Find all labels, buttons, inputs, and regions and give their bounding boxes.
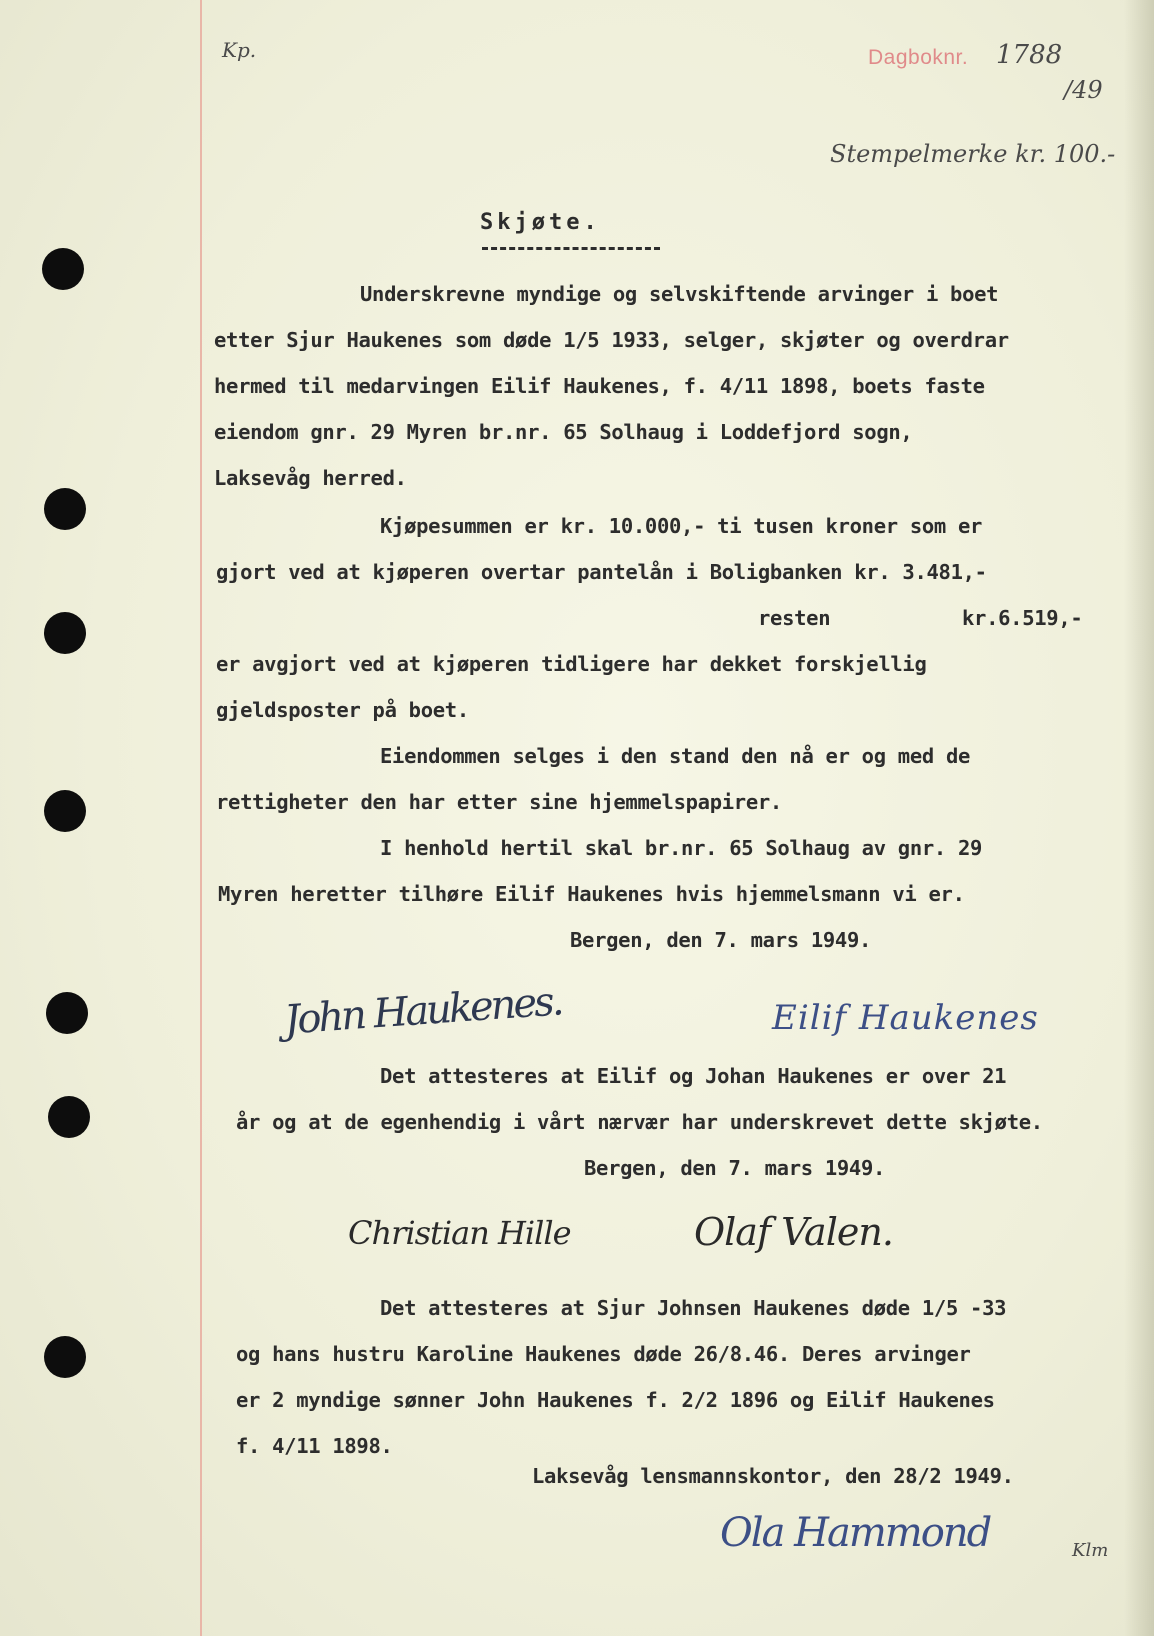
attestation-line: år og at de egenhendig i vårt nærvær har underskrevet dette skjøte. [236, 1110, 1043, 1134]
deed-line: I henhold hertil skal br.nr. 65 Solhaug av gnr. 29 [380, 836, 983, 860]
title-underline [482, 247, 660, 250]
deed-line: hermed til medarvingen Eilif Haukenes, f. 4/11 1898, boets faste [214, 374, 985, 398]
signature-eilif-haukenes: Eilif Haukenes [772, 998, 1039, 1038]
journal-year: /49 [1064, 76, 1103, 104]
top-left-annotation: Kp. [222, 38, 257, 62]
attestation-line: Det attesteres at Sjur Johnsen Haukenes døde 1/5 -33 [380, 1296, 1007, 1320]
journal-stamp-label: Dagboknr. [868, 46, 969, 69]
deed-line: Eiendommen selges i den stand den nå er og med de [380, 744, 971, 768]
stamp-duty-note: Stempelmerke kr. 100.- [830, 140, 1116, 168]
deed-line: Myren heretter tilhøre Eilif Haukenes hvis hjemmelsmann vi er. [218, 882, 965, 906]
deed-place-date: Bergen, den 7. mars 1949. [570, 928, 872, 952]
deed-line: gjort ved at kjøperen overtar pantelån i Boligbanken kr. 3.481,- [216, 560, 987, 584]
deed-line: etter Sjur Haukenes som døde 1/5 1933, selger, skjøter og overdrar [214, 328, 1009, 352]
binder-hole [44, 612, 86, 654]
attestation-line: er 2 myndige sønner John Haukenes f. 2/2 1896 og Eilif Haukenes [236, 1388, 995, 1412]
attestation-line: f. 4/11 1898. [236, 1434, 393, 1458]
binder-hole [44, 790, 86, 832]
binder-hole [44, 488, 86, 530]
binder-hole [42, 248, 84, 290]
attestation-line: og hans hustru Karoline Haukenes døde 26/8.46. Deres arvinger [236, 1342, 971, 1366]
document-title: Skjøte. [480, 210, 601, 235]
attestation-place-date: Bergen, den 7. mars 1949. [584, 1156, 886, 1180]
margin-line [200, 0, 202, 1636]
signature-christian-hille: Christian Hille [348, 1214, 571, 1252]
signature-john-haukenes: John Haukenes. [282, 978, 563, 1044]
binder-hole [46, 992, 88, 1034]
deed-line: gjeldsposter på boet. [216, 698, 469, 722]
binder-hole [48, 1096, 90, 1138]
journal-number: 1788 [996, 40, 1063, 70]
deed-line-label: resten [758, 606, 831, 630]
binder-hole [44, 1336, 86, 1378]
deed-line: er avgjort ved at kjøperen tidligere har dekket forskjellig [216, 652, 927, 676]
attestation-place-date: Laksevåg lensmannskontor, den 28/2 1949. [532, 1464, 1014, 1488]
deed-line: Underskrevne myndige og selvskiftende arvinger i boet [360, 282, 999, 306]
deed-line: Kjøpesummen er kr. 10.000,- ti tusen kroner som er [380, 514, 983, 538]
deed-line: eiendom gnr. 29 Myren br.nr. 65 Solhaug i Loddefjord sogn, [214, 420, 913, 444]
deed-line: Laksevåg herred. [214, 466, 407, 490]
signature-olaf-valen: Olaf Valen. [694, 1210, 893, 1254]
signature-lensmann: Ola Hammond [720, 1510, 991, 1556]
deed-line: rettigheter den har etter sine hjemmelspapirer. [216, 790, 782, 814]
page-edge-shadow [1124, 0, 1154, 1636]
deed-line-amount: kr.6.519,- [962, 606, 1083, 630]
attestation-line: Det attesteres at Eilif og Johan Haukenes er over 21 [380, 1064, 1007, 1088]
bottom-right-annotation: Klm [1072, 1540, 1109, 1561]
